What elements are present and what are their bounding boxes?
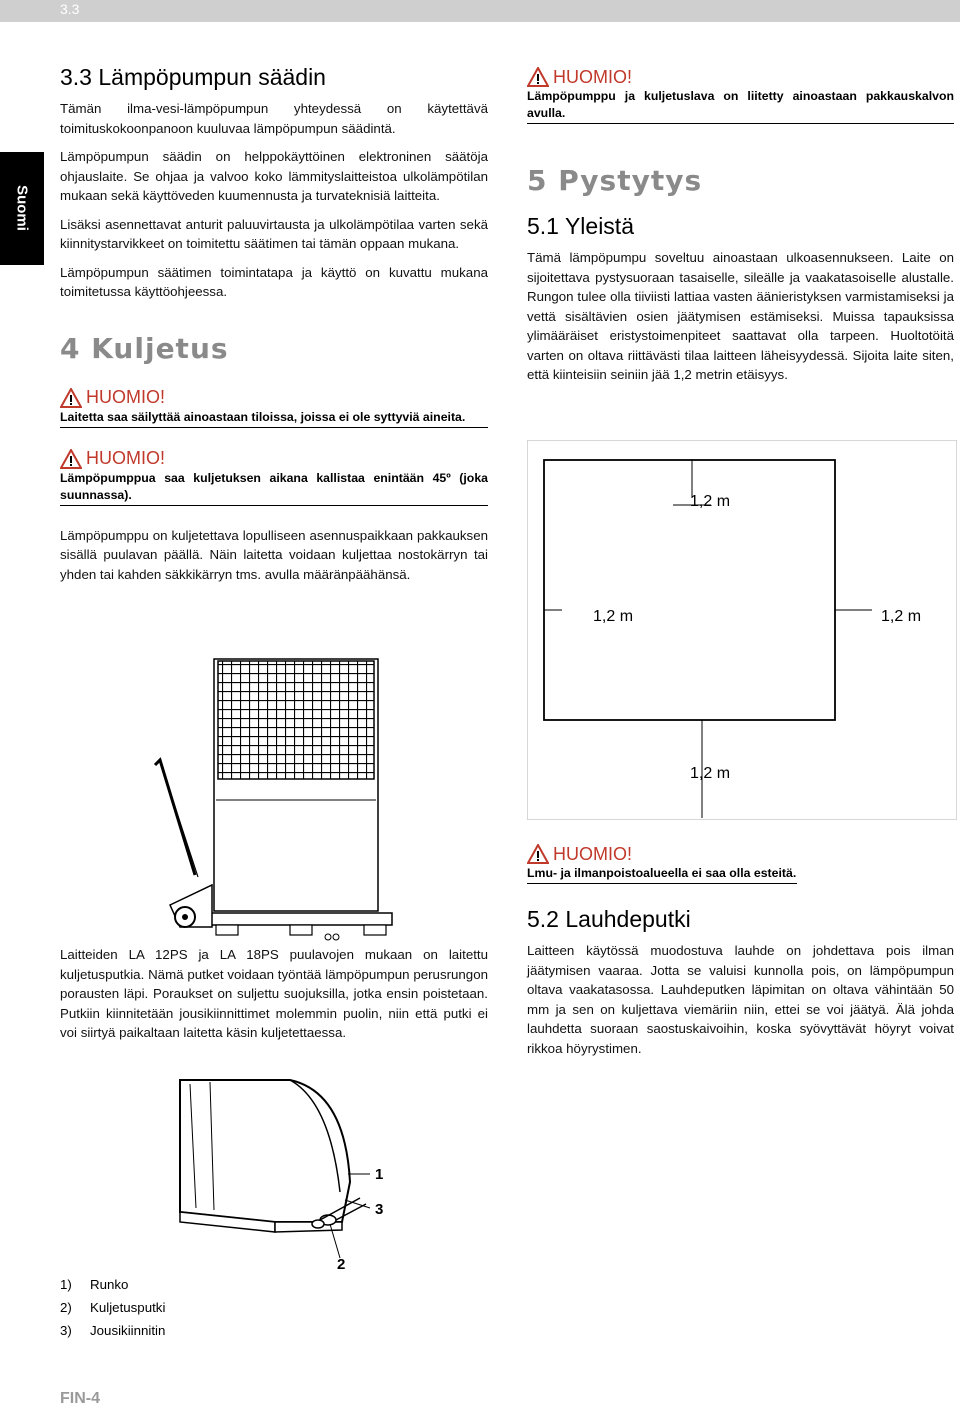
callout-3: 3 [375, 1201, 384, 1218]
warning-title: HUOMIO! [86, 448, 165, 468]
warning-text: Lämpöpumppua saa kuljetuksen aikana kallistaa enintään 45º (joka suunnassa). [60, 470, 488, 506]
chapter-title-5: 5 Pystytys [527, 164, 703, 197]
right-column [527, 66, 954, 394]
left-column [60, 64, 488, 593]
paragraph: Lisäksi asennettavat anturit paluuvirtausta ja ulkolämpötilaa varten sekä kiinnitystarvikkeet on toimitettu säätimen tai tämän oppaan mukana. [60, 216, 488, 251]
side-tab-label: Suomi [13, 185, 31, 231]
header-section-number: 3.3 [60, 1, 80, 17]
dim-top: 1,2 m [690, 493, 731, 510]
chapter-title-4: 4 Kuljetus [60, 331, 229, 365]
warning-title: HUOMIO! [553, 66, 632, 87]
section-title-5-2: 5.2 Lauhdeputki [527, 906, 691, 932]
warning-box [527, 66, 954, 124]
paragraph: Lämpöpumppu on kuljetettava lopulliseen asennuspaikkaan pakkauksen sisällä puulavan päällä. Näin laitetta voidaan kuljettaa nostokärryn tai yhden tai kahden säkkikärryn tms. avulla määränpäähänsä. [60, 527, 488, 582]
paragraph: Tämän ilma-vesi-lämpöpumpun yhteydessä on käytettävä toimituskokoonpanoon kuuluvaa lämpöpumpun säädintä. [60, 101, 488, 136]
transport-illustration [150, 655, 400, 945]
warning-text: Laitetta saa säilyttää ainoastaan tiloissa, joissa ei ole syttyviä aineita. [60, 409, 488, 428]
paragraph: Lämpöpumpun säätimen toimintatapa ja käyttö on kuvattu mukana toimitetussa käyttöohjeessa. [60, 264, 488, 299]
clearance-diagram [527, 440, 957, 820]
paragraph: Lämpöpumpun säädin on helppokäyttöinen elektroninen säätöja ohjauslaite. Se ohjaa ja valvoo koko lämmityslaitteistoa ulkolämpötilan mukaan sekä käyttöveden kuumennusta ja turvateknisiä laitteita. [60, 149, 488, 203]
list-item: 3) Jousikiinnitin [60, 1323, 166, 1338]
warning-box [527, 843, 954, 884]
warning-triangle-icon [60, 388, 82, 408]
warning-box [60, 448, 488, 506]
section-title-5-1: 5.1 Yleistä [527, 213, 634, 239]
callout-1: 1 [375, 1166, 384, 1183]
dim-right: 1,2 m [881, 608, 922, 625]
list-item: 2) Kuljetusputki [60, 1300, 166, 1315]
dim-bottom: 1,2 m [690, 765, 731, 782]
warning-text: Lmu- ja ilmanpoistoalueella ei saa olla esteitä. [527, 865, 797, 884]
warning-triangle-icon [60, 449, 82, 469]
warning-triangle-icon [527, 844, 549, 864]
page-number: FIN-4 [60, 1390, 100, 1407]
right-column-lower [527, 843, 954, 1067]
warning-title: HUOMIO! [86, 387, 165, 407]
warning-box [60, 387, 488, 428]
callout-2: 2 [337, 1256, 346, 1272]
warning-triangle-icon [527, 67, 549, 87]
language-side-tab [0, 152, 44, 265]
warning-text: Lämpöpumppu ja kuljetuslava on liitetty ainoastaan pakkauskalvon avulla. [527, 88, 954, 124]
list-item: 1) Runko [60, 1277, 129, 1292]
legend-list [60, 1277, 165, 1346]
warning-title: HUOMIO! [553, 843, 632, 864]
paragraph: Tämä lämpöpumpu soveltuu ainoastaan ulkoasennukseen. Laite on sijoitettava pystysuoraan tasaiselle, sileälle ja vaakatasoiselle alustalle. Rungon tulee olla tiiviisti lattiaa vasten äänieristyksen varmistamiseksi ja vettä sisältävien osien jäätymisen estämiseksi. Muissa tapauksissa ylimääräiset eristystoimenpiteet saattavat olla tarpeen. Huoltotöitä varten on oltava riittävästi tilaa laitteen läheisyydessä. Sijoita laite siten, että kiinteisiin seiniin jää 1,2 metrin etäisyys. [527, 250, 954, 382]
header-bar [0, 0, 960, 22]
paragraph: Laitteiden LA 12PS ja LA 18PS puulavojen mukaan on laitettu kuljetusputkia. Nämä putket voidaan työntää lämpöpumpun perusrungon porausten läpi. Poraukset on suljettu suojuksilla, jotka ensin poistetaan. Putkiin kiinnitetään jousikiinnittimet molemmin puolin, niin että putki ei voi siirtyä paikaltaan laitetta käsin kuljetettaessa. [60, 947, 488, 1040]
covered-unit-illustration [170, 1072, 400, 1272]
paragraph: Laitteen käytössä muodostuva lauhde on johdettava pois ilman jäätymisen vaaraa. Jotta se valuisi kunnolla pois, on lämpöpumpun oltava vaakatasossa. Lauhdeputken läpimitan on oltava vähintään 50 mm ja sen on kuljettava viemäriin niin, ettei se voi jäätyä. Älä johda lauhdetta suoraan saostuskaivoihin, koska syövyttävät höyryt voivat rikkoa höyrystimen. [527, 943, 954, 1056]
section-title-3-3: 3.3 Lämpöpumpun säädin [60, 64, 326, 90]
dim-left: 1,2 m [593, 608, 634, 625]
